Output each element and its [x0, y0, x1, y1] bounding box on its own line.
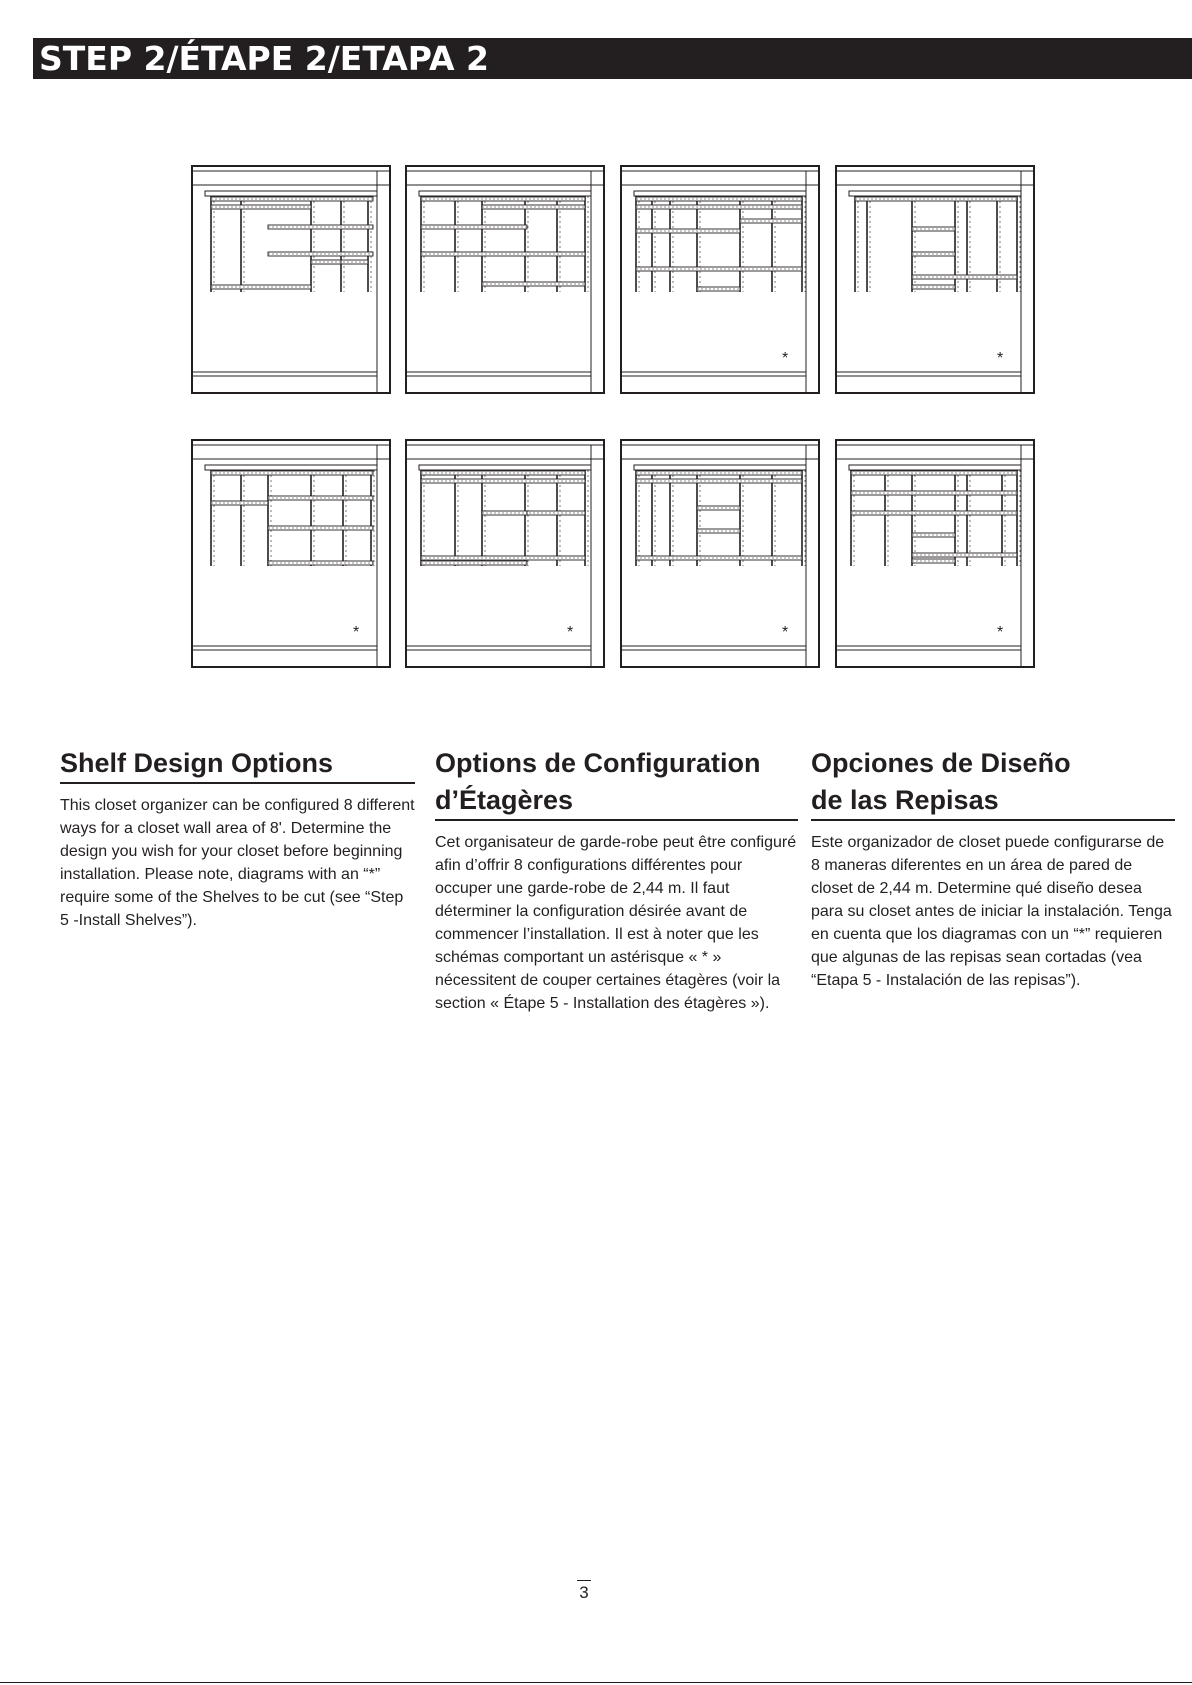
body-spanish: Este organizador de closet puede configurarse de 8 maneras diferentes en un área de pared de closet de 2,44 m. Determine qué diseño desea para su closet antes de iniciar la instalación. Tenga en cuenta que los diagramas con un “*” requieren que algunas de las repisas sean cortadas (vea “Etapa 5 - Instalación de las repisas”). — [811, 834, 1172, 989]
heading-french-line1: Options de Configuration — [435, 748, 761, 778]
asterisk-label: * — [997, 350, 1004, 367]
closet-diagram-8 — [835, 439, 1035, 668]
closet-diagram-1 — [191, 165, 391, 394]
body-english: This closet organizer can be configured 8 different ways for a closet wall area of 8'. Determine the design you wish for your closet before beginning installation. Please note, diagrams with an “*” require some of the Shelves to be cut (see “Step 5 -Install Shelves”). — [60, 797, 415, 929]
asterisk-label: * — [782, 624, 789, 641]
heading-english-line2: Shelf Design Options — [60, 748, 334, 778]
closet-diagram-drawing — [407, 441, 603, 666]
closet-diagram-4 — [835, 165, 1035, 394]
closet-diagram-5 — [191, 439, 391, 668]
column-spanish — [811, 745, 1175, 992]
closet-diagram-drawing — [837, 441, 1033, 666]
asterisk-label: * — [353, 624, 360, 641]
closet-diagram-drawing — [837, 167, 1033, 392]
heading-french — [435, 745, 798, 821]
closet-diagram-2 — [405, 165, 605, 394]
column-english — [60, 745, 415, 932]
closet-diagram-drawing — [407, 167, 603, 392]
closet-diagram-drawing — [193, 441, 389, 666]
column-french — [435, 745, 798, 1015]
closet-diagram-drawing — [622, 167, 818, 392]
closet-diagram-7 — [620, 439, 820, 668]
closet-diagram-drawing — [193, 167, 389, 392]
heading-spanish-line2: de las Repisas — [811, 785, 999, 815]
page-number: 3 — [577, 1580, 591, 1604]
body-french: Cet organisateur de garde-robe peut être configuré afin d’offrir 8 configurations différentes pour occuper une garde-robe de 2,44 m. Il faut déterminer la configuration désirée avant de commencer l’installation. Il est à noter que les schémas comportant un astérisque « * » nécessitent de couper certaines étagères (voir la section « Étape 5 - Installation des étagères »). — [435, 834, 797, 1012]
asterisk-label: * — [567, 624, 574, 641]
bottom-rule — [0, 1682, 1192, 1683]
asterisk-label: * — [997, 624, 1004, 641]
heading-french-line2: d’Étagères — [435, 785, 574, 815]
closet-diagram-drawing — [622, 441, 818, 666]
asterisk-label: * — [782, 350, 789, 367]
closet-diagram-6 — [405, 439, 605, 668]
closet-diagram-3 — [620, 165, 820, 394]
heading-english — [60, 745, 415, 784]
heading-spanish-line1: Opciones de Diseño — [811, 748, 1071, 778]
heading-spanish — [811, 745, 1175, 821]
step-header: STEP 2/ÉTAPE 2/ETAPA 2 — [33, 38, 1192, 79]
